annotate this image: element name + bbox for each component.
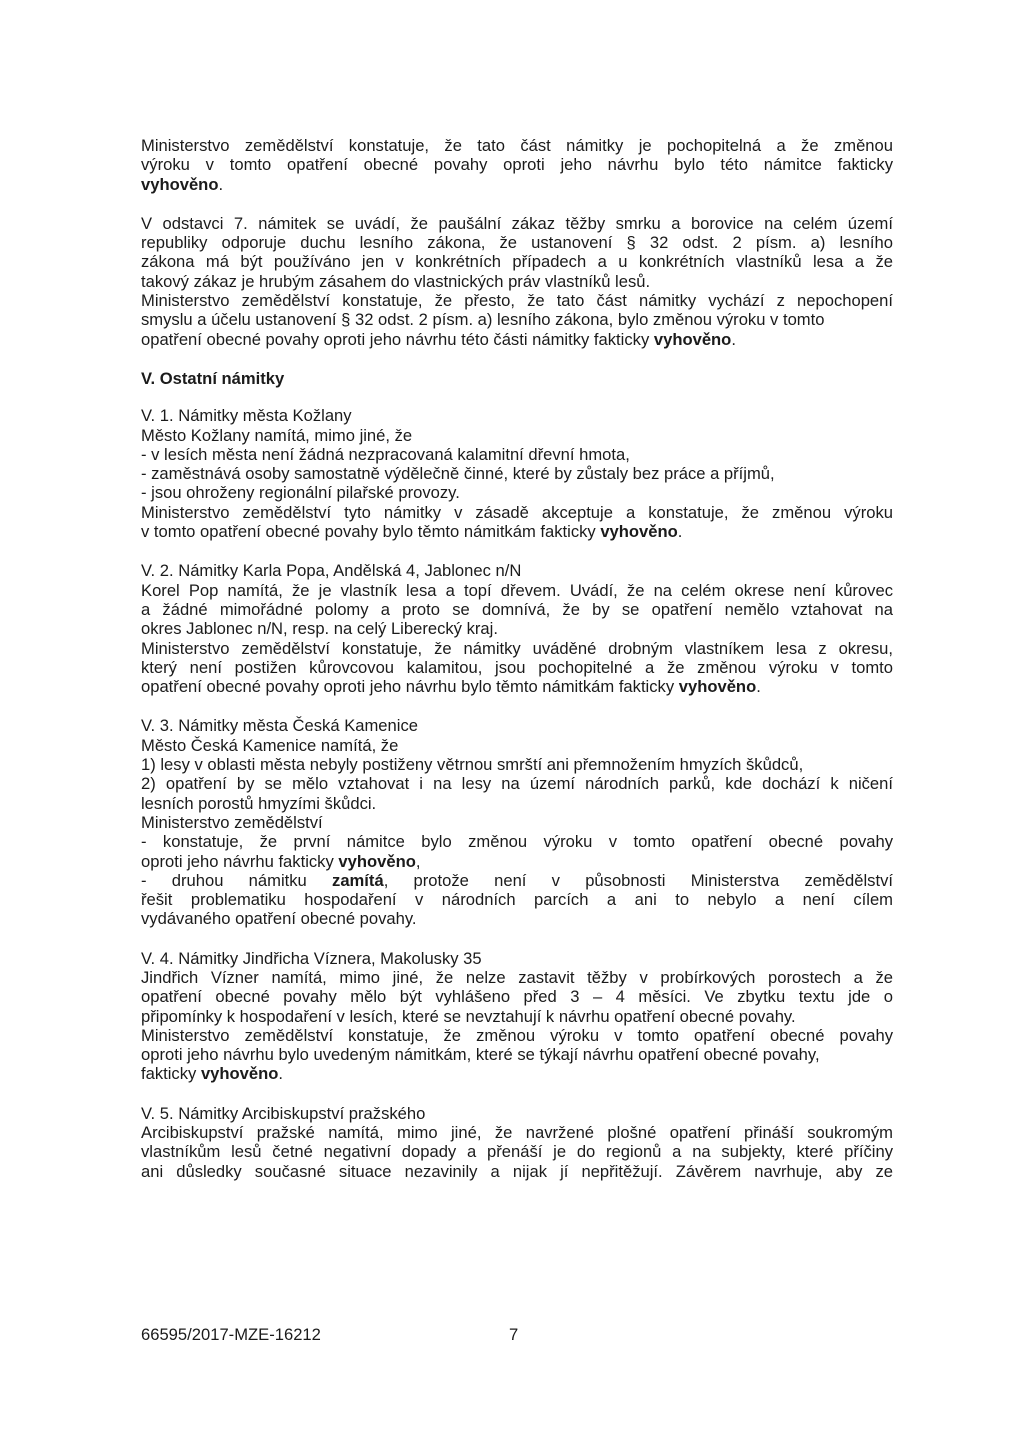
text-line xyxy=(141,330,893,349)
text-run: , protože není v působnosti Ministerstva zemědělství xyxy=(383,870,893,890)
paragraph-v2 xyxy=(141,561,893,696)
text-line xyxy=(141,291,893,310)
text-line xyxy=(141,639,893,658)
text-run: Ministerstvo zemědělství konstatuje, že přesto, že tato část námitky vychází z nepochopení xyxy=(141,291,893,311)
text-run: Arcibiskupství pražské namítá, mimo jiné, že navržené plošné opatření přináší soukromým xyxy=(141,1123,893,1143)
emphasized-text: vyhověno xyxy=(678,677,757,697)
section-heading: V. Ostatní námitky xyxy=(141,368,285,388)
text-line xyxy=(141,214,893,233)
text-line xyxy=(141,464,893,483)
text-line xyxy=(141,600,893,619)
text-run: takový zákaz je hrubým zásahem do vlastnických práv vlastníků lesů. xyxy=(141,271,651,291)
text-run: oproti jeho návrhu bylo uvedeným námitkám, které se týkají návrhu opatření obecné povahy, xyxy=(141,1045,820,1065)
text-line xyxy=(141,794,893,813)
emphasized-text: vyhověno xyxy=(141,174,219,194)
emphasized-text: vyhověno xyxy=(653,329,732,349)
text-line xyxy=(141,813,893,832)
text-run: oproti jeho návrhu fakticky xyxy=(141,851,339,871)
text-run: opatření obecné povahy mělo být vyhlášeno před 3 – 4 měsíci. Ve zbytku textu jde o xyxy=(141,987,893,1007)
text-line xyxy=(141,1162,893,1181)
paragraph-p2 xyxy=(141,214,893,349)
text-run: vlastníkům lesů četné negativní dopady a přenáší je do regionů a na subjekty, které příčiny xyxy=(141,1142,893,1162)
text-run: republiky odporuje duchu lesního zákona, že ustanovení § 32 odst. 2 písm. a) lesního xyxy=(141,233,893,253)
text-run: Ministerstvo zemědělství konstatuje, že tato část námitky je pochopitelná a že změnou xyxy=(141,136,893,155)
paragraph-v1 xyxy=(141,406,893,541)
document-body xyxy=(141,136,893,1201)
text-line xyxy=(141,136,893,155)
emphasized-text: zamítá xyxy=(332,870,384,890)
text-line xyxy=(141,175,893,194)
text-run: . xyxy=(731,329,736,349)
text-run: a žádné mimořádné polomy a proto se domnívá, že by se opatření nemělo vztahovat na xyxy=(141,599,893,619)
text-run: Ministerstvo zemědělství xyxy=(141,812,323,832)
text-line xyxy=(141,949,893,968)
text-line xyxy=(141,1104,893,1123)
text-run: vydávaného opatření obecné povahy. xyxy=(141,909,417,929)
text-line xyxy=(141,561,893,580)
text-run: řešit problematiku hospodaření v národních parcích a ani to nebylo a není cílem xyxy=(141,890,893,910)
emphasized-text: vyhověno xyxy=(338,851,416,871)
text-line xyxy=(141,1026,893,1045)
text-line xyxy=(141,406,893,425)
text-run: lesních porostů hmyzími škůdci. xyxy=(141,793,377,813)
text-run: V. 1. Námitky města Kožlany xyxy=(141,406,352,426)
text-line xyxy=(141,1123,893,1142)
text-run: Město Kožlany namítá, mimo jiné, že xyxy=(141,425,413,445)
text-line xyxy=(141,1045,893,1064)
text-run: - v lesích města není žádná nezpracovaná kalamitní dřevní hmota, xyxy=(141,444,630,464)
text-run: . xyxy=(756,677,761,697)
paragraph-p1 xyxy=(141,136,893,194)
text-line xyxy=(141,581,893,600)
text-run: V odstavci 7. námitek se uvádí, že paušální zákaz těžby smrku a borovice na celém území xyxy=(141,213,893,233)
text-run: 2) opatření by se mělo vztahovat i na lesy na území národních parků, kde dochází k ničení xyxy=(141,774,893,794)
text-run: , xyxy=(415,851,421,871)
text-line xyxy=(141,1142,893,1161)
text-run: opatření obecné povahy oproti jeho návrhu této části námitky fakticky xyxy=(141,329,654,349)
text-line xyxy=(141,677,893,696)
text-run: který není postižen kůrovcovou kalamitou, jsou pochopitelné a že změnou výroku v tomto xyxy=(141,657,893,677)
text-run: V. 5. Námitky Arcibiskupství pražského xyxy=(141,1103,426,1123)
text-line xyxy=(141,890,893,909)
text-run: - konstatuje, že první námitce bylo změnou výroku v tomto opatření obecné povahy xyxy=(141,832,893,852)
text-run: V. 4. Námitky Jindřicha Víznera, Makolusky 35 xyxy=(141,948,482,968)
text-run: ani důsledky současné situace nezavinily a nijak jí nepřitěžují. Závěrem navrhuje, aby ze xyxy=(141,1161,893,1181)
text-line xyxy=(141,233,893,252)
text-line xyxy=(141,774,893,793)
text-line xyxy=(141,272,893,291)
text-run: zákona má být používáno jen v konkrétních případech a u konkrétních vlastníků lesa a že xyxy=(141,252,893,272)
text-line xyxy=(141,871,893,890)
text-run: . xyxy=(677,522,683,542)
intro-paragraphs xyxy=(141,136,893,349)
text-run: výroku v tomto opatření obecné povahy oproti jeho návrhu bylo této námitce fakticky xyxy=(141,155,893,175)
text-line xyxy=(141,968,893,987)
text-line xyxy=(141,736,893,755)
text-line xyxy=(141,1064,893,1083)
document-reference-number: 66595/2017-MZE-16212 xyxy=(141,1325,321,1344)
text-run: - jsou ohroženy regionální pilařské provozy. xyxy=(141,483,460,503)
text-line xyxy=(141,155,893,174)
text-run: okres Jablonec n/N, resp. na celý Liberecký kraj. xyxy=(141,619,498,639)
text-run: - zaměstnává osoby samostatně výdělečně činné, které by zůstaly bez práce a příjmů, xyxy=(141,464,775,484)
text-line xyxy=(141,852,893,871)
text-line xyxy=(141,658,893,677)
text-line xyxy=(141,619,893,638)
text-run: Ministerstvo zemědělství tyto námitky v zásadě akceptuje a konstatuje, že změnou výroku xyxy=(141,502,893,522)
text-run: opatření obecné povahy oproti jeho návrhu bylo těmto námitkám fakticky xyxy=(141,677,679,697)
text-line xyxy=(141,503,893,522)
text-run: smyslu a účelu ustanovení § 32 odst. 2 písm. a) lesního zákona, bylo změnou výroku v tomto xyxy=(141,310,825,330)
text-run: připomínky k hospodaření v lesích, které se nevztahují k návrhu opatření obecné povahy. xyxy=(141,1006,796,1026)
text-line xyxy=(141,755,893,774)
text-run: V. 2. Námitky Karla Popa, Andělská 4, Jablonec n/N xyxy=(141,561,522,581)
text-run: V. 3. Námitky města Česká Kamenice xyxy=(141,716,418,736)
text-line xyxy=(141,310,893,329)
text-run: Ministerstvo zemědělství konstatuje, že změnou výroku v tomto opatření obecné povahy xyxy=(141,1025,893,1045)
paragraph-v3 xyxy=(141,716,893,928)
text-line xyxy=(141,909,893,928)
text-line xyxy=(141,252,893,271)
text-run: v tomto opatření obecné povahy bylo těmto námitkám fakticky xyxy=(141,522,601,542)
emphasized-text: vyhověno xyxy=(600,522,678,542)
text-run: 1) lesy v oblasti města nebyly postiženy větrnou smrští ani přemnožením hmyzích škůdců, xyxy=(141,755,804,775)
paragraph-v4 xyxy=(141,949,893,1084)
text-line xyxy=(141,483,893,502)
text-line xyxy=(141,426,893,445)
paragraph-v5 xyxy=(141,1104,893,1181)
page-number: 7 xyxy=(509,1325,519,1344)
text-run: Ministerstvo zemědělství konstatuje, že námitky uváděné drobným vlastníkem lesa z okresu, xyxy=(141,638,893,658)
text-run: - druhou námitku xyxy=(141,870,333,890)
text-run: Město Česká Kamenice namítá, že xyxy=(141,735,399,755)
text-line xyxy=(141,716,893,735)
text-line xyxy=(141,832,893,851)
text-line xyxy=(141,445,893,464)
text-line xyxy=(141,987,893,1006)
text-run: Korel Pop namítá, že je vlastník lesa a topí dřevem. Uvádí, že na celém okrese není kůrovec xyxy=(141,580,893,600)
text-run: . xyxy=(278,1064,284,1084)
text-line xyxy=(141,1007,893,1026)
text-line xyxy=(141,522,893,541)
text-run: fakticky xyxy=(141,1064,201,1084)
emphasized-text: vyhověno xyxy=(200,1064,279,1084)
text-run: . xyxy=(218,174,224,194)
objections-list xyxy=(141,406,893,1181)
text-run: Jindřich Vízner namítá, mimo jiné, že nelze zastavit těžby v probírkových porostech a že xyxy=(141,967,893,987)
